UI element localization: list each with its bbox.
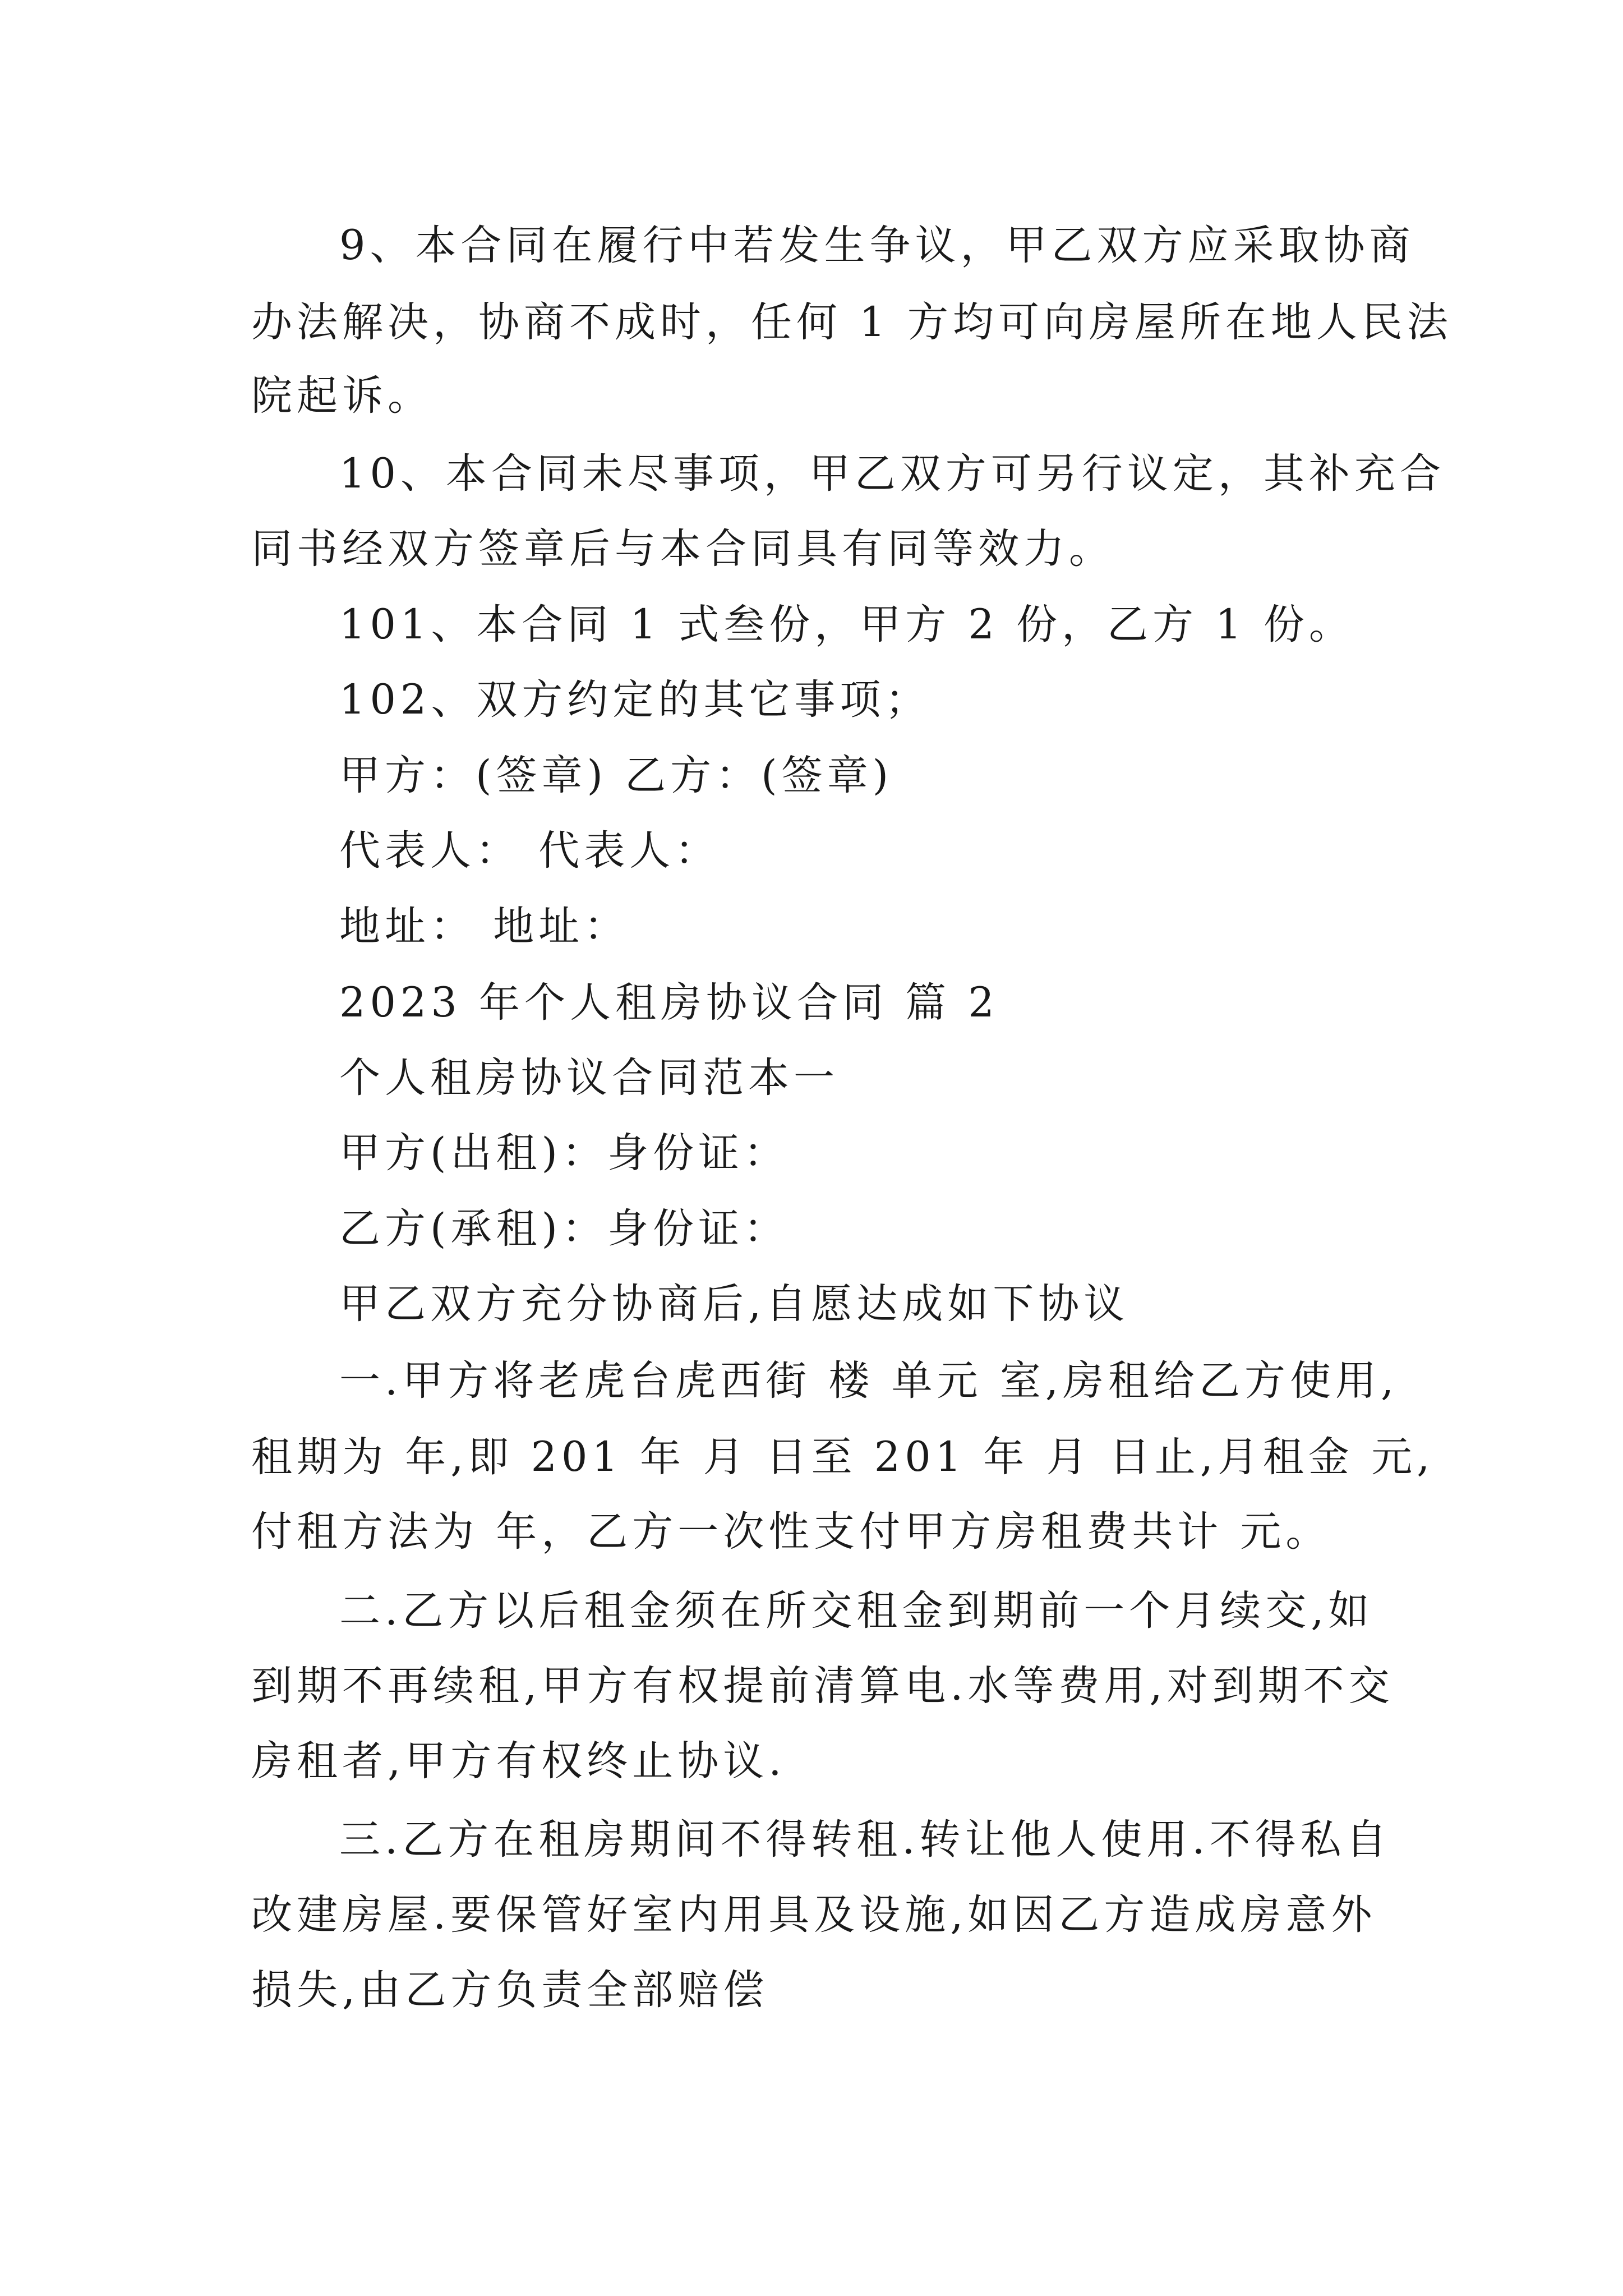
clause-9-line-3: 院起诉。 xyxy=(251,372,433,420)
clause-9-line-1: 9、本合同在履行中若发生争议，甲乙双方应采取协商 xyxy=(339,222,1415,269)
signature-line: 甲方：(签章) 乙方：(签章) xyxy=(339,752,893,799)
clause-102: 102、双方约定的其它事项； xyxy=(339,676,931,724)
address-line: 地址： 地址： xyxy=(339,903,630,950)
section-title: 2023 年个人租房协议合同 篇 2 xyxy=(339,979,999,1027)
clause-101: 101、本合同 1 式叁份，甲方 2 份，乙方 1 份。 xyxy=(339,601,1354,648)
article-3-line-3: 损失,由乙方负责全部赔偿 xyxy=(251,1966,769,2014)
party-b-line: 乙方(承租)：身份证： xyxy=(339,1205,789,1253)
article-2-line-3: 房租者,甲方有权终止协议. xyxy=(251,1737,786,1785)
party-a-line: 甲方(出租)：身份证： xyxy=(339,1129,789,1177)
agreement-intro: 甲乙双方充分协商后,自愿达成如下协议 xyxy=(339,1280,1129,1328)
article-1-line-3: 付租方法为 年，乙方一次性支付甲方房租费共计 元。 xyxy=(251,1508,1331,1556)
clause-10-line-1: 10、本合同未尽事项，甲乙双方可另行议定，其补充合 xyxy=(339,450,1445,498)
article-2-line-1: 二.乙方以后租金须在所交租金到期前一个月续交,如 xyxy=(339,1587,1374,1635)
article-3-line-1: 三.乙方在租房期间不得转租.转让他人使用.不得私自 xyxy=(339,1816,1391,1864)
article-1-line-1: 一.甲方将老虎台虎西街 楼 单元 室,房租给乙方使用, xyxy=(339,1357,1399,1405)
clause-9-line-2: 办法解决，协商不成时，任何 1 方均可向房屋所在地人民法 xyxy=(251,298,1453,346)
article-1-line-2: 租期为 年,即 201 年 月 日至 201 年 月 日止,月租金 元, xyxy=(251,1433,1435,1481)
article-2-line-2: 到期不再续租,甲方有权提前清算电.水等费用,对到期不交 xyxy=(251,1662,1394,1710)
article-3-line-2: 改建房屋.要保管好室内用具及设施,如因乙方造成房意外 xyxy=(251,1891,1377,1939)
clause-10-line-2: 同书经双方签章后与本合同具有同等效力。 xyxy=(251,525,1114,573)
template-title: 个人租房协议合同范本一 xyxy=(339,1054,839,1102)
representative-line: 代表人： 代表人： xyxy=(339,827,721,875)
